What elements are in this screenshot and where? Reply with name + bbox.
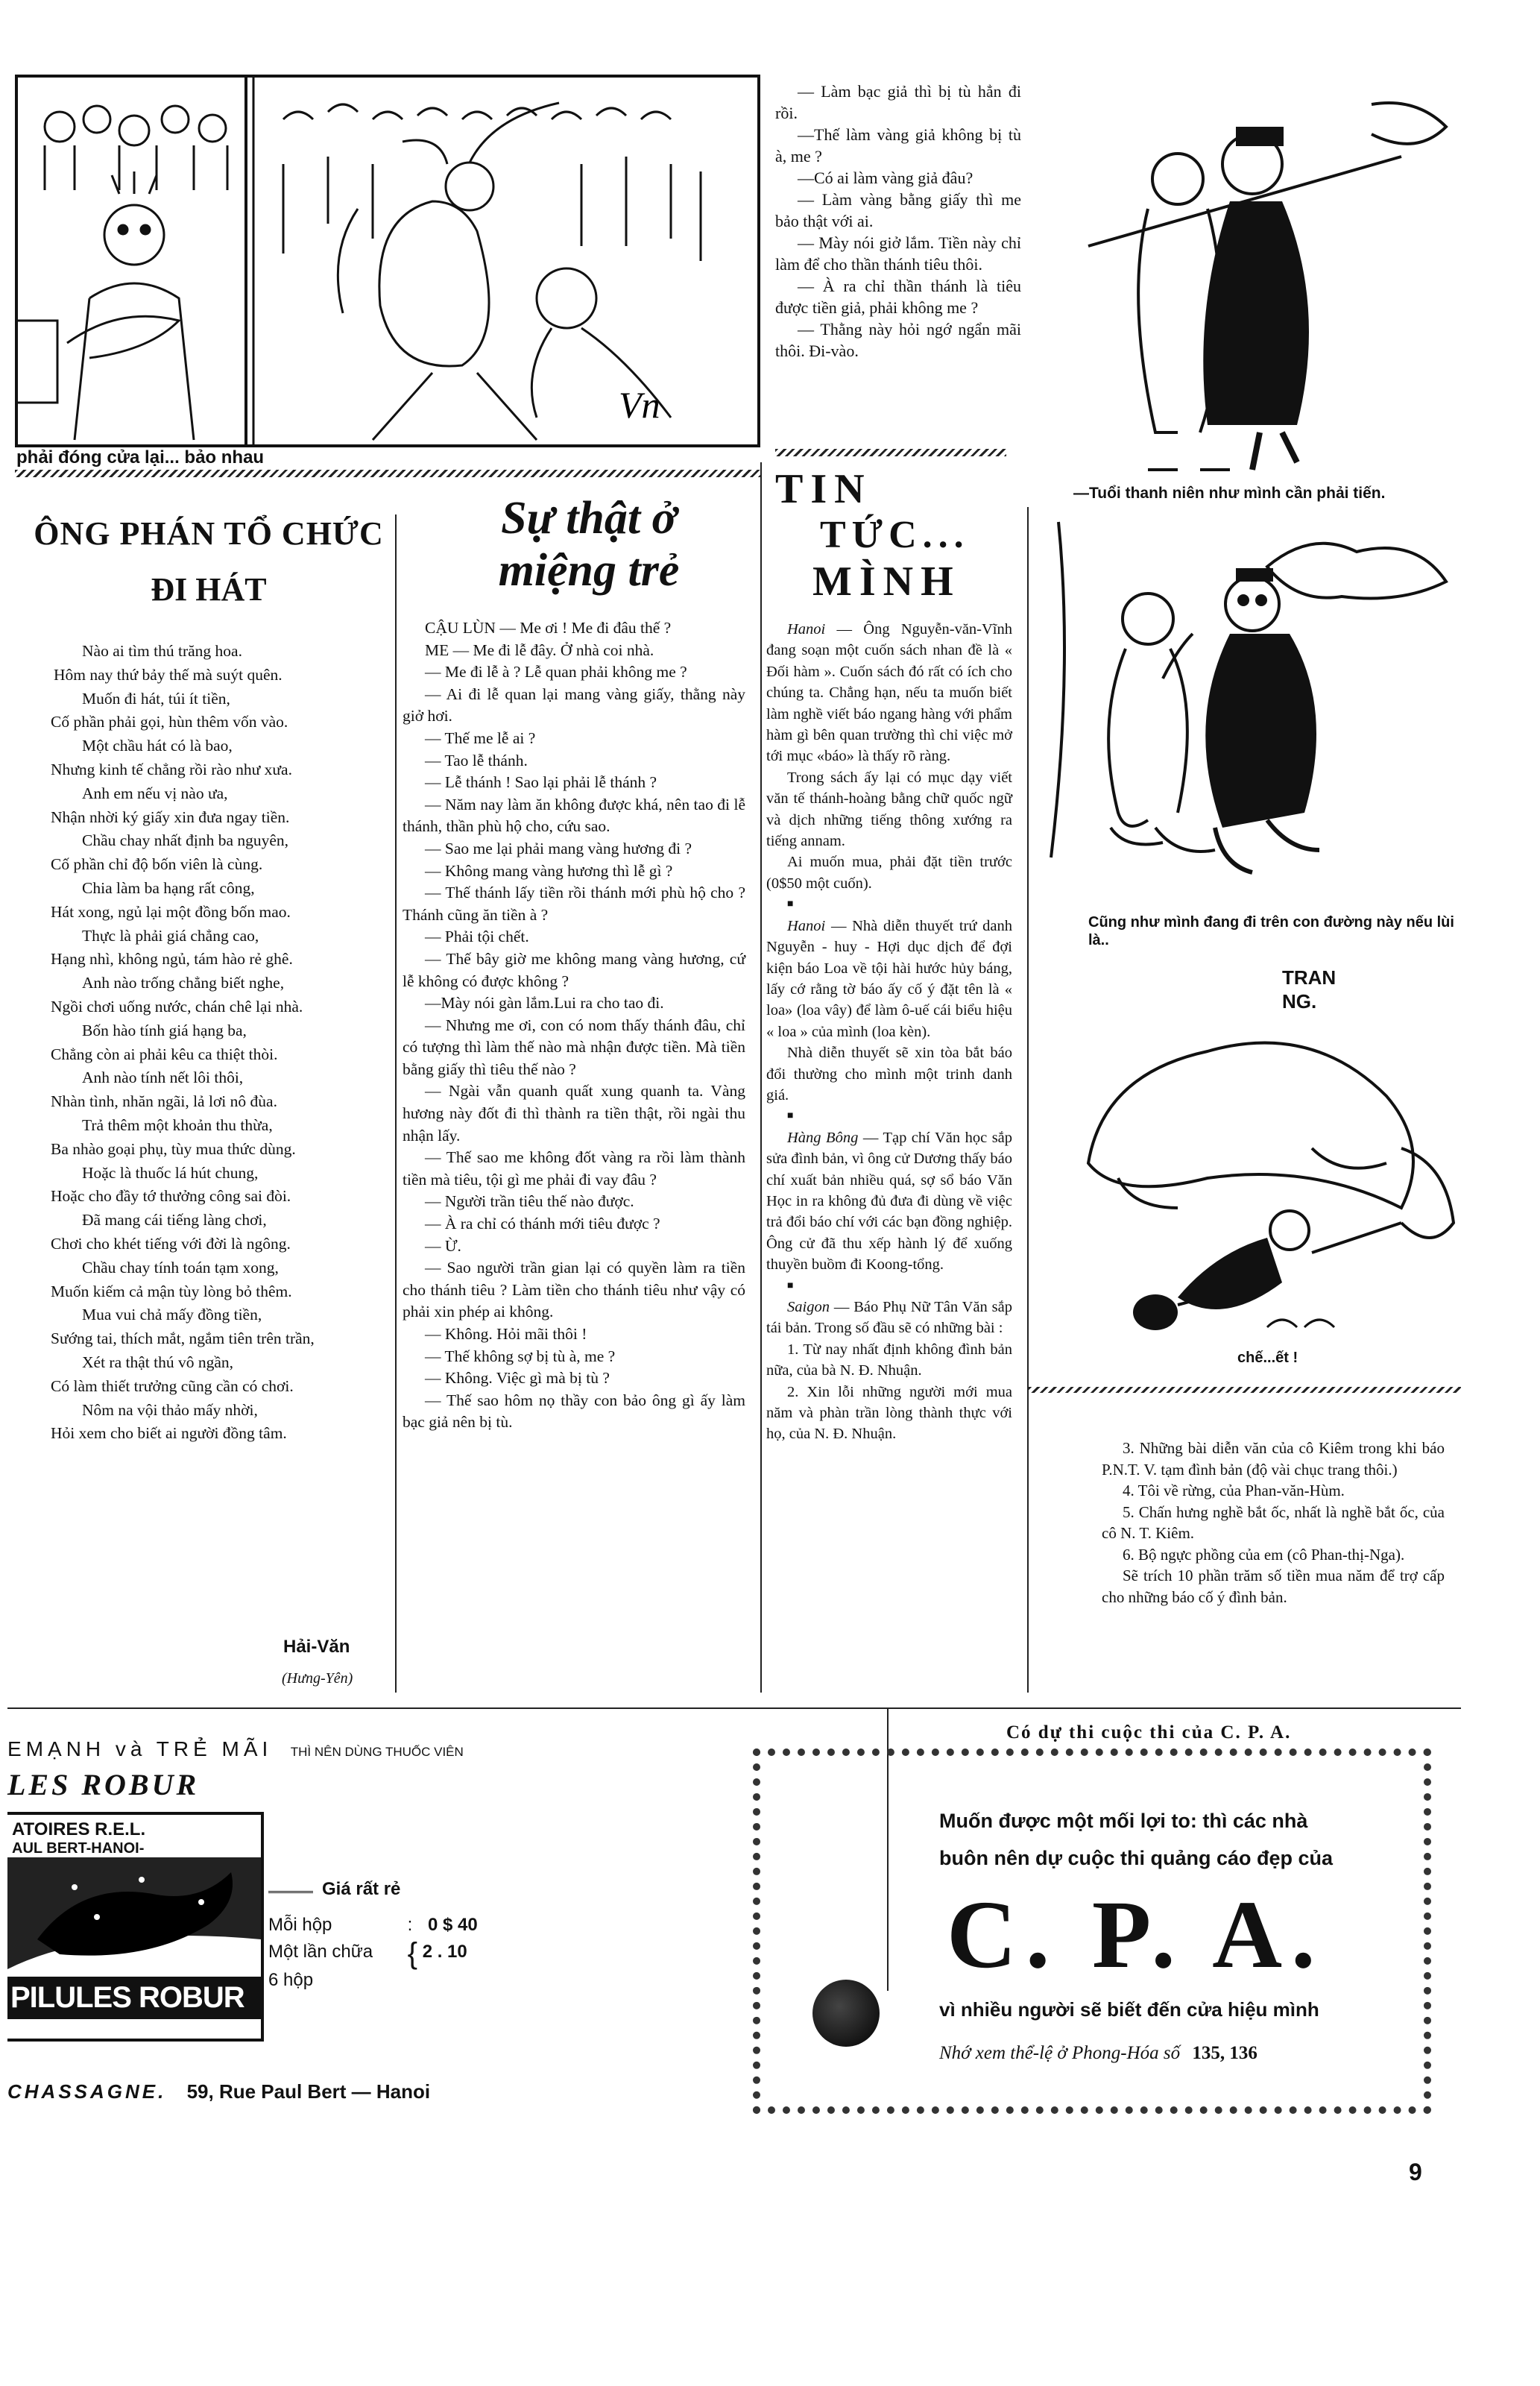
news-title-line2: TỨC... (820, 514, 970, 556)
ad-robur-footer-addr: 59, Rue Paul Bert — Hanoi (186, 2080, 431, 2103)
cartoon-right-bottom (1044, 1014, 1461, 1357)
poem-line: Nhàn tình, nhăn ngãi, lả lơi nô đùa. (51, 1092, 277, 1111)
divider-ads (7, 1707, 1461, 1709)
story-paragraph: — Không mang vàng hương thì lễ gì ? (425, 861, 673, 880)
story-title (417, 492, 760, 596)
poem-line: Chơi cho khét tiếng với đời là ngông. (51, 1234, 291, 1253)
poem-line: Cố phần phải gọi, hùn thêm vốn vào. (51, 713, 288, 731)
story-paragraph: — Người trần tiêu thế nào được. (425, 1192, 634, 1211)
news-separator: ■ (787, 898, 794, 910)
story-paragraph: — Thế không sợ bị tù à, me ? (425, 1347, 616, 1365)
poem-line: Có làm thiết trưởng cũng cần có chơi. (51, 1376, 294, 1395)
news-list-item: 4. Tôi về rừng, của Phan-văn-Hùm. (1123, 1482, 1345, 1499)
poem-title-line2: ĐI HÁT (151, 571, 267, 608)
news-text: Trong sách ấy lại có mục dạy viết văn tế thánh-hoàng bằng chữ quốc ngữ và dịch những tiếng thông xướng ra tiếng annam. (766, 769, 1012, 850)
poem-line: Mua vui chả mấy đồng tiền, (82, 1306, 262, 1324)
news-continued (1102, 1438, 1445, 1608)
poem-line: Chẳng còn ai phải kêu ca thiệt thòi. (51, 1045, 278, 1063)
news-item (766, 1127, 1012, 1276)
poem-author: Hải-Văn (283, 1637, 350, 1657)
dialogue-line: — Thằng này hỏi ngớ ngẩn mãi thôi. Đi-vào. (775, 320, 1021, 360)
ad-robur-row23-value: 2 . 10 (422, 1942, 467, 1962)
news-text: Nhà diễn thuyết sẽ xin tòa bắt báo đổi thường cho mình một trinh danh giá. (766, 1045, 1012, 1104)
story-paragraph: — Thế sao hôm nọ thầy con bảo ông gì ấy làm bạc giả nên bị tù. (403, 1391, 745, 1432)
story-paragraph: —Mày nói gàn lắm.Lui ra cho tao đi. (425, 994, 664, 1013)
ad-cpa-circle (812, 1980, 880, 2047)
story-paragraph: — Ai đi lễ quan lại mang vàng giấy, thằng này giở hơi. (403, 684, 745, 725)
news-text: — Nhà diễn thuyết trứ danh Nguyễn - huy - Hợi dục dịch để đợi kiện báo Loa về tội hài hước hủy báng, lấy cớ rằng tờ báo ấy cố ý đặt tên là « loa» (loa vây) để làm ô-uế cái biểu hiệu « loa » của mình (loa kèn). (766, 917, 1013, 1040)
poem-line: Anh nào tính nết lôi thôi, (82, 1068, 244, 1087)
news-text: 1. Từ nay nhất định không đình bản nữa, của bà N. Đ. Nhuận. (766, 1341, 1012, 1379)
story-paragraph: — Không. Hỏi mãi thôi ! (425, 1325, 587, 1343)
ad-cpa-line2: buôn nên dự cuộc thi quảng cáo đẹp của (939, 1847, 1334, 1869)
caption-left-top: phải đóng cửa lại... bảo nhau (16, 447, 265, 468)
ad-cpa-header: Có dự thi cuộc thi của C. P. A. (1006, 1722, 1292, 1743)
poem-line: Anh em nếu vị nào ưa, (82, 784, 228, 802)
news-title (768, 466, 1021, 605)
page-number: 9 (1409, 2159, 1422, 2185)
poem-line: Xét ra thật thú vô ngần, (82, 1353, 234, 1371)
dialogue-line: — Mày nói giở lắm. Tiền này chỉ làm để cho thần thánh tiêu thôi. (775, 233, 1021, 274)
news-separator: ■ (787, 1279, 794, 1291)
poem-line: Cố phần chỉ độ bốn viên là cùng. (51, 855, 263, 874)
news-list-item: Sẽ trích 10 phần trăm số tiền mua năm để trợ cấp cho những báo cố ý đình bản. (1102, 1567, 1445, 1606)
news-text: — Ông Nguyễn-văn-Vĩnh đang soạn một cuốn sách nhan đề là « Đối hàm ». Cuốn sách đó rất có ích cho chúng ta. Chẳng hạn, nếu ta muốn biết làm nghề viết báo ngang hàng với phẩm hàm gì bên quan trường thì chỉ việc mở tới mục «báo» là thấy rõ ràng. (766, 621, 1012, 765)
poem-body (15, 640, 388, 1446)
poem-title-line1: ÔNG PHÁN TỔ CHỨC (34, 515, 384, 552)
ad-robur-footer-name: CHASSAGNE. (7, 2080, 167, 2103)
ad-robur-headline-prefix: E (7, 1737, 26, 1760)
story-paragraph: — À ra chỉ có thánh mới tiêu được ? (425, 1215, 660, 1233)
ad-robur-headline (7, 1737, 604, 1761)
story-paragraph: — Thế thánh lấy tiền rồi thánh mới phù hộ cho ? Thánh cũng ăn tiền à ? (403, 884, 745, 924)
story-paragraph: — Không. Việc gì mà bị tù ? (425, 1369, 610, 1388)
poem-line: Chầu chay tính toán tạm xong, (82, 1258, 279, 1277)
cartoon-signature-text: Vn (619, 384, 660, 426)
dialogue-line: —Có ai làm vàng giả đâu? (798, 169, 973, 187)
news-text: Ai muốn mua, phải đặt tiền trước (0$50 một cuốn). (766, 854, 1012, 892)
poem-line: Hoặc cho đầy tớ thưởng công sai đòi. (51, 1187, 291, 1206)
ad-cpa-line4 (939, 2043, 1257, 2064)
cartoon-right-middle (1044, 514, 1461, 902)
ad-robur-price-title: Giá rất rẻ (322, 1879, 401, 1899)
ad-cpa-line4-text: Nhớ xem thể-lệ ở Phong-Hóa số (939, 2043, 1181, 2063)
poem-line: Nhưng kinh tế chẳng rồi rào như xưa. (51, 760, 292, 778)
dialogue-line: — Làm vàng bằng giấy thì me bảo thật với ai. (775, 190, 1021, 230)
dialogue-top (775, 81, 1021, 362)
news-text: 2. Xin lỗi những người mới mua năm và phàn trần lòng thành thực với họ, của N. Đ. Nhuận. (766, 1383, 1012, 1443)
news-separator: ■ (787, 1110, 794, 1122)
poem-line: Muốn kiếm cả mận tùy lòng bỏ thêm. (51, 1282, 292, 1300)
cartoon-strip-top (15, 75, 760, 447)
ad-robur-box (7, 1812, 264, 2042)
news-title-line3: MÌNH (812, 558, 961, 605)
news-body (766, 619, 1012, 1445)
column-rule-3 (1027, 507, 1029, 1693)
cartoon-drawing-right-middle (1044, 514, 1461, 902)
news-place: Hanoi (787, 621, 826, 638)
story-paragraph: CẬU LÙN — Me ơi ! Me đi đâu thế ? (425, 619, 672, 637)
cartoon-drawing-top (15, 75, 760, 447)
news-list-item: 6. Bộ ngực phồng của em (cô Phan-thị-Nga). (1123, 1545, 1405, 1564)
cartoon-drawing-right-bottom (1044, 1014, 1461, 1357)
story-paragraph: — Thế bây giờ me không mang vàng hương, cứ lễ không có được không ? (403, 949, 745, 990)
story-paragraph: — Me đi lễ à ? Lễ quan phải không me ? (425, 663, 687, 682)
ad-robur-pill-label: PILULES ROBUR (7, 1977, 261, 2019)
ad-robur (7, 1737, 872, 2125)
poem-line: Sướng tai, thích mắt, ngắm tiên trên trần, (51, 1329, 315, 1348)
news-text: — Báo Phụ Nữ Tân Văn sắp tái bản. Trong số đầu sẽ có những bài : (766, 1299, 1013, 1337)
poem-line: Chầu chay nhất định ba nguyên, (82, 831, 289, 850)
ad-robur-row2-label: Một lần chữa (268, 1942, 373, 1962)
poem-author-place: (Hưng-Yên) (282, 1670, 353, 1687)
story-paragraph: — Tao lễ thánh. (425, 751, 528, 769)
story-paragraph: — Ừ. (425, 1236, 461, 1255)
news-item (766, 916, 1012, 1042)
poem-line: Ngồi chơi uống nước, chán chê lại nhà. (51, 997, 303, 1016)
poem-line: Thực là phải giá chẳng cao, (82, 926, 259, 945)
ad-robur-prices: Giá rất rẻ Mỗi hộp : 0 $ 40 Một lần chữa { 2 . 10 6 hộp (268, 1879, 522, 1994)
poem-line: Hôm nay thứ bảy thế mà suýt quên. (54, 665, 283, 684)
news-item (766, 1297, 1012, 1339)
story-paragraph: — Thế me lễ ai ? (425, 728, 536, 747)
poem-title (15, 514, 403, 608)
cartoon-right-top (1058, 82, 1461, 485)
story-paragraph: ME — Me đi lễ đây. Ở nhà coi nhà. (425, 640, 654, 659)
caption-right-top: —Tuổi thanh niên như mình cần phải tiến. (1073, 485, 1386, 502)
caption-right-middle: Cũng như mình đang đi trên con đường này nếu lùi là.. (1088, 914, 1454, 948)
news-place: Hàng Bông (787, 1129, 859, 1146)
poem-line: Nôm na vội thảo mấy nhời, (82, 1400, 258, 1419)
caption-right-bottom: chế...ết ! (1237, 1350, 1298, 1366)
ad-robur-row3-label: 6 hộp (268, 1970, 314, 1990)
story-title-line1: Sự thật ở (501, 493, 677, 544)
poem-line: Muốn đi hát, túi ít tiền, (82, 689, 230, 708)
news-place: Hanoi (787, 917, 826, 934)
ad-robur-brand: LES ROBUR (7, 1768, 200, 1801)
story-title-line2: miệng trẻ (498, 545, 680, 596)
poem-line: Hỏi xem cho biết ai người đồng tâm. (51, 1424, 287, 1443)
ad-robur-lab: ATOIRES R.E.L. (12, 1819, 146, 1839)
poem-line: Nào ai tìm thú trăng hoa. (82, 642, 242, 660)
poem-line: Bốn hào tính giá hạng ba, (82, 1021, 247, 1039)
divider-wavy-right (1029, 1387, 1461, 1393)
ad-cpa-line1: Muốn được một mối lợi to: thì các nhà (939, 1810, 1308, 1832)
story-paragraph: — Thế sao me không đốt vàng ra rồi làm thành tiền mà tiêu, tội gì me phải đi vay đâu ? (403, 1148, 745, 1189)
story-paragraph: — Năm nay làm ăn không được khá, nên tao đi lễ thánh, thần phù hộ cho, cứu sao. (403, 795, 745, 836)
story-body (403, 617, 745, 1434)
divider-wavy-news (775, 449, 1006, 456)
poem-line: Hát xong, ngủ lại một đồng bốn mao. (51, 902, 291, 921)
ad-robur-row1-value: 0 $ 40 (428, 1915, 478, 1935)
column-rule-2 (760, 462, 762, 1693)
poem-line: Trả thêm một khoản thu thừa, (82, 1115, 273, 1134)
cartoon-signature-right: TRAN NG. (1282, 966, 1337, 1013)
news-list-item: 3. Những bài diễn văn của cô Kiêm trong khi báo P.N.T. V. tạm đình bản (độ vài chục trang thôi.) (1102, 1439, 1445, 1479)
poem-line: Hoặc là thuốc lá hút chung, (82, 1163, 259, 1182)
ad-robur-lab-addr: AUL BERT-HANOI- (12, 1840, 145, 1857)
dialogue-line: — À ra chỉ thần thánh là tiêu được tiền giả, phải không me ? (775, 277, 1021, 317)
story-paragraph: — Sao người trần gian lại có quyền làm ra tiền cho thánh tiêu ? Làm tiền cho thánh tiêu như vậy có phải xin phép ai không. (403, 1259, 745, 1321)
ad-cpa-big: C. P. A. (947, 1881, 1325, 1989)
news-text: — Tạp chí Văn học sắp sửa đình bản, vì ông cử Dương thấy báo chí xuất bản nhiều quá, sợ sổ báo Văn Học in ra không đủ đưa đi dùng về việc trả đổi báo chí với các bạn đồng nghiệp. Ông cử đã thu xếp hành lý để xuống thuyền buồm đi Koong-tổng. (766, 1129, 1013, 1274)
news-list-item: 5. Chấn hưng nghề bắt ốc, nhất là nghề bắt ốc, của cô N. T. Kiêm. (1102, 1502, 1445, 1542)
poem-line: Anh nào trống chẳng biết nghe, (82, 974, 285, 992)
ad-robur-row1-label: Mỗi hộp (268, 1915, 332, 1935)
story-paragraph: — Ngài vẫn quanh quất xung quanh ta. Vàng hương này đốt đi thì thành ra tiền thật, rồi ngài thu nhận lấy. (403, 1082, 745, 1145)
ad-cpa-box (753, 1748, 1431, 2114)
story-paragraph: — Phải tội chết. (425, 928, 529, 946)
ad-robur-headline-text: MẠNH và TRẺ MÃI (25, 1737, 273, 1760)
poem-line: Chia làm ba hạng rất công, (82, 878, 255, 897)
news-item (766, 619, 1012, 767)
poem-line: Nhận nhời ký giấy xin đưa ngay tiền. (51, 808, 290, 826)
poem-line: Hạng nhì, không ngủ, tám hào rẻ ghê. (51, 950, 293, 969)
poem-line: Một chầu hát có là bao, (82, 737, 233, 755)
ad-robur-illustration (7, 1857, 261, 1977)
cartoon-drawing-right-top (1058, 82, 1461, 485)
column-rule-1 (395, 514, 397, 1693)
ad-cpa-line3: vì nhiều người sẽ biết đến cửa hiệu mình (939, 1998, 1319, 2021)
story-paragraph: — Lễ thánh ! Sao lại phải lễ thánh ? (425, 773, 657, 792)
dialogue-line: —Thế làm vàng giả không bị tù à, me ? (775, 125, 1021, 166)
ad-robur-headline-suffix: THÌ NÊN DÙNG THUỐC VIÊN (290, 1745, 464, 1759)
ad-cpa-numbers: 135, 136 (1192, 2043, 1257, 2063)
dialogue-line: — Làm bạc giả thì bị tù hẳn đi rồi. (775, 82, 1021, 122)
poem-line: Đã mang cái tiếng làng chơi, (82, 1211, 267, 1230)
news-place: Saigon (787, 1299, 830, 1315)
poem-line: Ba nhào goại phụ, tùy mua thức dùng. (51, 1139, 296, 1158)
news-title-line1: TIN (775, 466, 872, 512)
story-paragraph: — Sao me lại phải mang vàng hương đi ? (425, 839, 692, 857)
ad-robur-footer (7, 2080, 604, 2103)
divider-wavy-top (15, 470, 760, 477)
story-paragraph: — Nhưng me ơi, con có nom thấy thánh đâu, chỉ có tượng thì làm thế nào mà nhận được tiền. Mà tiền bằng giấy thì tiêu thế nào ? (403, 1016, 745, 1078)
